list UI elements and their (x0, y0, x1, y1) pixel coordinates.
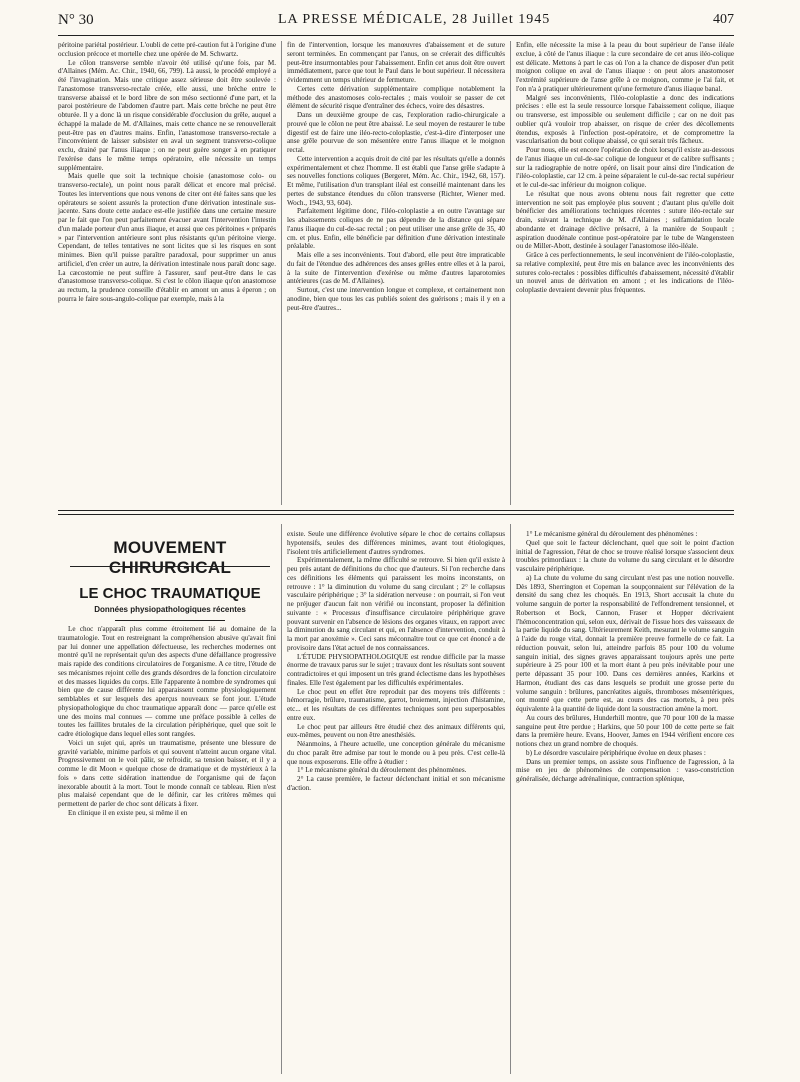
issue-number: N° 30 (58, 12, 94, 28)
paragraph: Certes cette dérivation supplémentaire complique notablement la méthode des anastomoses colo-rectales ; mais vouloir se passer de cet élément de sécurité risque d'entraîner des échecs, voire des désastres. (287, 84, 505, 111)
paragraph: existe. Seule une différence évolutive sépare le choc de certains collapsus hypotensifs, seules des différences minimes, avant tout étiologiques, l'isolent très artificiellement d'autres syndromes. (287, 530, 505, 556)
paragraph: Voici un sujet qui, après un traumatisme, présente une blessure de gravité variable, minime parfois et qui souvent n'atteint aucun organe vital. Progressivement on le voit pâlir, se refroidir, sa tension baisser, et il y a comme le dit Moon « quelque chose de dramatique et de mystérieux à la fois » dans cette sidération inattendue de l'organisme qui de façon inexorable aboutit à la mort. Tout le monde connaît ce tableau. Rien n'est plus malaisé cependant que de le définir, car les critères mêmes qui permettent de parler de choc sont délicats à fixer. (58, 738, 276, 808)
paragraph: Dans un premier temps, on assiste sous l'influence de l'agression, à la mise en jeu de phénomènes de compensation : vaso-constriction généralisée, décharge adrénalinique, contraction splénique, (516, 757, 734, 783)
paragraph: Cette intervention a acquis droit de cité par les résultats qu'elle a donnés expérimentalement et chez l'homme. Il est établi que l'anse grêle s'adapte à ses nouvelles fonctions coliques (Bergeret, Mém. Ac. Chir., 1942, 68, 157). Et même, l'utilisation d'un transplant iléal est conseillé maintenant dans les pertes de substance étendues du côlon transverse (Richter, Wiener med. Woch., 1943, 93, 604). (287, 154, 505, 207)
paragraph: Parfaitement légitime donc, l'iléo-coloplastie a en outre l'avantage sur les abaissements coliques de ne pas dépendre de la distance qui sépare l'anus iliaque du cul-de-sac rectal ; on peut utiliser une anse grêle de 35, 40 cm. et plus. Enfin, elle bénéficie par définition d'une dérivation intestinale préalable. (287, 207, 505, 251)
column-divider (281, 524, 282, 1074)
paragraph: 1° Le mécanisme général du déroulement des phénomènes : (526, 530, 698, 538)
paragraph: Expérimentalement, la même difficulté se retrouve. Si bien qu'il existe à peu près autant de définitions du choc que d'auteurs. Si l'on recherche dans ces définitions les éléments qui paraissent les moins inconstants, on retrouve : 1° la diminution du volume du sang circulant ; 2° le collapsus vasculaire périphérique ; 3° la sidération nerveuse : on pourrait, si l'on veut ne préjuger d'aucun fait non vérifié ou inconstant, proposer la définition suivante : « Processus d'insuffisance circulatoire périphérique grave pouvant survenir en l'absence de lésions des organes vitaux, en rapport avec la diminution du sang circulant et qui, en l'absence d'intervention, conduit à la mort par anoxémie ». Ceci sans méconnaître tout ce que cet énoncé a de provisoire dans l'état actuel de nos connaissances. (287, 556, 505, 652)
page-number: 407 (713, 12, 734, 27)
section-heading: MOUVEMENT CHIRURGICAL (108, 538, 232, 577)
paragraph: Surtout, c'est une intervention longue et complexe, et certainement non anodine, bien que tous les cas publiés soient des guérisons ; mais il y en a peut-être d'autres... (287, 286, 505, 312)
paragraph: Mais quelle que soit la technique choisie (anastomose colo- ou transverso-rectale), un point nous paraît délicat et encore mal précisé. Toutes les interventions que nous venons de citer ont été faites sans que les opérateurs se soient assurés la protection d'une dérivation intestinale sus-jacente. Sans doute cette audace est-elle justifiée dans une certaine mesure par le fait que l'on peut parfaitement évacuer avant l'intervention l'intestin d'un malade porteur d'un anus iliaque, et aussi que ces péritoines « préparés » par l'intervention antérieure sont plus résistants qu'un péritoine vierge. Cependant, de telles tentatives ne sont licites que si les risques en sont minimes. Bien qu'il puisse paraître paradoxal, pour supprimer un anus artificiel, d'en créer un autre, la dérivation intestinale nous paraît donc sage. La cæcostomie ne peut suffire à l'assurer, sauf peut-être dans le cas d'anastomose transverso-colique. Si c'est le côlon iliaque qu'on anastomose au rectum, la prudence conseille d'établir en amont un anus à éperon ; on pourra le faire sous-angulo-colique par exemple, mais à la (58, 172, 276, 303)
column-divider (510, 41, 511, 505)
paragraph: a) La chute du volume du sang circulant n'est pas une notion nouvelle. Dès 1893, Sherrington et Copeman la soupçonnaient sur l'élévation de la densité du sang chez les choqués. En 1913, Short accusait la chute du volume sanguin de porter la responsabilité de l'effondrement tensionnel, et Robertson et Bock, Cannon, Fraser et Hopper décrivaient l'hémoconcentration qui, selon eux, dérivait de l'issue hors des vaisseaux de la partie liquide du sang. Ultérieurement Keith, mesurant le volume sanguin à l'aide du rouge vital, donnait la première preuve formelle de ce fait. La réduction pouvait, selon lui, atteindre parfois 85 pour 100 du volume sanguin initial, des signes graves apparaissant toujours après une perte supérieure à 25 pour 100 et la mort étant à peu près inévitable pour une perte dépassant 35 pour 100. Dans ces dernières années, Karkins et Harmon, étudiant des cas dans lesquels se produit une grosse perte du volume sanguin : brûlures, pancréatites aiguës, thromboses mésentériques, ont montré que cette perte est, au cours des cas mortels, à peu près équivalente à la quantité de liquide dont la soustraction amène la mort. (516, 573, 734, 713)
journal-title: LA PRESSE MÉDICALE, 28 Juillet 1945 (278, 12, 551, 27)
subtitle-rule (115, 620, 225, 621)
paragraph: 2° La cause première, le facteur déclenchant initial et son mécanisme d'action. (287, 775, 505, 792)
paragraph: L'ÉTUDE PHYSIOPATHOLOGIQUE est rendue difficile par la masse énorme de travaux parus sur le sujet ; travaux dont les résultats sont souvent contradictoires et qui imposent un très grand éclectisme dans les hypothèses finales. Elle l'est également par les difficultés expérimentales. (287, 652, 505, 687)
paragraph: Quel que soit le facteur déclenchant, quel que soit le point d'action initial de l'agression, l'état de choc se trouve réalisé lorsque s'associent deux troubles primordiaux : la chute du volume du sang circulant et le désordre vasculaire périphérique. (516, 538, 734, 573)
top-column-1 (58, 41, 276, 304)
paragraph: Au cours des brûlures, Hunderhill montre, que 70 pour 100 de la masse sanguine peut être perdue ; Harkins, que 50 pour 100 de cette perte se fait dans la première heure. Evans, Hoover, James en 1944 vérifient encore ces notions chez un grand nombre de choqués. (516, 713, 734, 748)
article-subtitle: Données physiopathologiques récentes (94, 605, 246, 614)
bottom-column-2 (287, 530, 505, 793)
top-column-3 (516, 41, 734, 295)
paragraph: fin de l'intervention, lorsque les manœuvres d'abaissement et de suture seront terminées. En commençant par l'anus, on se créerait des difficultés peut-être insurmontables pour l'abaissement. Enfin cet anus doit être ouvert immédiatement, parce que tout le Paul dans le bout supérieur. Il nécessitera évidemment un temps ultérieur de fermeture. (287, 41, 505, 84)
section-rule (58, 514, 734, 515)
section-rule (58, 510, 734, 511)
paragraph: Mais elle a ses inconvénients. Tout d'abord, elle peut être impraticable du fait de l'étendue des adhérences des anses grêles entre elles et à la paroi, à la suite de l'intervention d'exérèse ou même d'autres laparotomies antérieures (cas de M. d'Allaines). (287, 251, 505, 286)
paragraph: Néanmoins, à l'heure actuelle, une conception générale du mécanisme du choc paraît être admise par tout le monde ou à peu près. C'est celle-là que nous exposerons. Elle offre à étudier : (287, 740, 505, 766)
paragraph: Le choc peut par ailleurs être étudié chez des animaux différents qui, eux-mêmes, peuvent ou non être anesthésiés. (287, 722, 505, 740)
paragraph: Le choc peut en effet être reproduit par des moyens très différents : hémorragie, brûlure, traumatisme, garrot, broiement, injection d'histamine, etc... et les résultats de ces différentes techniques sont peu superposables entre eux. (287, 687, 505, 722)
article-title: LE CHOC TRAUMATIQUE (79, 585, 261, 602)
paragraph: Malgré ses inconvénients, l'iléo-coloplastie a donc des indications précises : elle est la seule ressource lorsque l'abaissement colique, iliaque ou transverse, est impossible ou seulement difficile ; car on ne doit pas oublier qu'à vouloir trop abaisser, on risque de créer des décollements étendus, exposés à l'infection post-opératoire, et de compromettre la vascularisation du bout colique abaissé, ce qui serait très fâcheux. (516, 93, 734, 146)
paragraph: 1° Le mécanisme général du déroulement des phénomènes. (297, 766, 467, 775)
paragraph: Le côlon transverse semble n'avoir été utilisé qu'une fois, par M. d'Allaines (Mém. Ac. Chir., 1940, 66, 799). Là aussi, le procédé employé a été l'invagination. Mais une critique assez sérieuse doit être soulevée : l'anastomose transverso-rectale créée, elle aussi, une brèche entre le transverse abaissé et le bord libre de son méso sectionné d'une part, et la paroi postérieure de l'abdomen d'autre part. Mais cette brèche ne peut être obturée. Il y a donc là un risque considérable d'occlusion du grêle, auquel a échappé la malade de M. d'Allaines, mais cette chance ne se renouvellerait peut-être pas en d'autres mains. Enfin, l'anastomose transverso-rectale a l'inconvénient de laisser subsister en aval un segment transverso-colique exclu, drainé par l'anus iliaque ; on ne peut guère songer à en pratiquer l'exérèse dans le même temps opératoire, elle nécessite un temps supplémentaire. (58, 58, 276, 172)
top-column-2 (287, 41, 505, 312)
paragraph: Pour nous, elle est encore l'opération de choix lorsqu'il existe au-dessous de l'anus iliaque un cul-de-sac colique de longueur et de calibre suffisants ; sur la radiographie de notre opéré, on lisait pour ainsi dire l'indication de l'iléo-coloplastie, car 12 cm. à peine séparaient le cul-de-sac rectal supérieur et le cul-de-sac inférieur du moignon colique. (516, 146, 734, 189)
paragraph: Dans un deuxième groupe de cas, l'exploration radio-chirurgicale a prouvé que le côlon ne peut être abaissé. Le seul moyen de restaurer le tube digestif est de faire une iléo-recto-coloplastie, c'est-à-dire d'interposer une anse grêle pourvue de son mésentère entre l'anus iliaque et le moignon rectal. (287, 111, 505, 154)
bottom-column-1 (58, 625, 276, 818)
bottom-column-3 (516, 530, 734, 784)
paragraph: Le choc n'apparaît plus comme étroitement lié au domaine de la traumatologie. Tout en restreignant la compréhension abusive qu'avait fini par lui donner une appellation défectueuse, les recherches modernes ont montré qu'il ne représentait qu'un des aspects d'une défaillance progressive mais rapide des conditions circulatoires de l'organisme. A ce titre, l'étude de ses mécanismes rejoint celle des grands désordres de la fonction circulatoire et des masses liquides du corps. Elle l'apparente à nombre de syndromes qui bien que de cause différente lui apparaissent comme physiologiquement semblables et sur lesquels des aperçus nouveaux se font jour. L'étude physiopathologique du choc traumatique apparaît donc — parce qu'elle est une des moins mal connues — comme une préface possible à celles de toutes les faillites brutales de la circulation périphérique, quel que soit le cadre étiologique dans lequel elles sont rangées. (58, 625, 276, 738)
page-header (58, 12, 734, 34)
paragraph: Le résultat que nous avons obtenu nous fait regretter que cette intervention ne soit pas employée plus souvent ; d'autant plus qu'elle doit bénéficier des améliorations techniques récentes : suture iléo-rectale sur drain, suivant la technique de M. d'Allaines ; sulfamidation locale abondante et drainage déclive présacré, à la manière de Soupault ; aspiration duodénale continue post-opératoire par le tube de Wangensteen ou de Miller-Abott, destinée à soulager l'anastomose iléo-iléale. (516, 189, 734, 251)
paragraph: b) Le désordre vasculaire périphérique évolue en deux phases : (526, 748, 706, 757)
paragraph: Enfin, elle nécessite la mise à la peau du bout supérieur de l'anse iléale exclue, à côté de l'anus iliaque : la cure secondaire de cet anus iléo-colique est délicate. Mettons à part le cas où l'on a la chance de disposer d'un petit moignon colique en aval de l'anus iliaque : on peut alors anastomoser l'extrémité supérieure de l'anse grêle à ce moignon, comme je l'ai fait, et l'on n'a à pratiquer ultérieurement qu'une fermeture d'anus iliaque banal. (516, 41, 734, 93)
column-divider (510, 524, 511, 1074)
header-rule (58, 35, 734, 36)
heading-rule (70, 566, 270, 567)
column-divider (281, 41, 282, 505)
paragraph: péritoine pariétal postérieur. L'oubli de cette pré-caution fut à l'origine d'une occlusion précoce et mortelle chez une opérée de M. Schwartz. (58, 41, 276, 58)
paragraph: En clinique il en existe peu, si même il en (68, 808, 188, 817)
paragraph: Grâce à ces perfectionnements, le seul inconvénient de l'iléo-coloplastie, sa relative complexité, peut être mis en balance avec les inconvénients des sutures colo-rectales : possibles difficultés d'abaissement, nécessité d'établir un nouvel anus de dérivation en amont ; et les indications de l'iléo-coloplastie devraient devenir plus fréquentes. (516, 251, 734, 294)
